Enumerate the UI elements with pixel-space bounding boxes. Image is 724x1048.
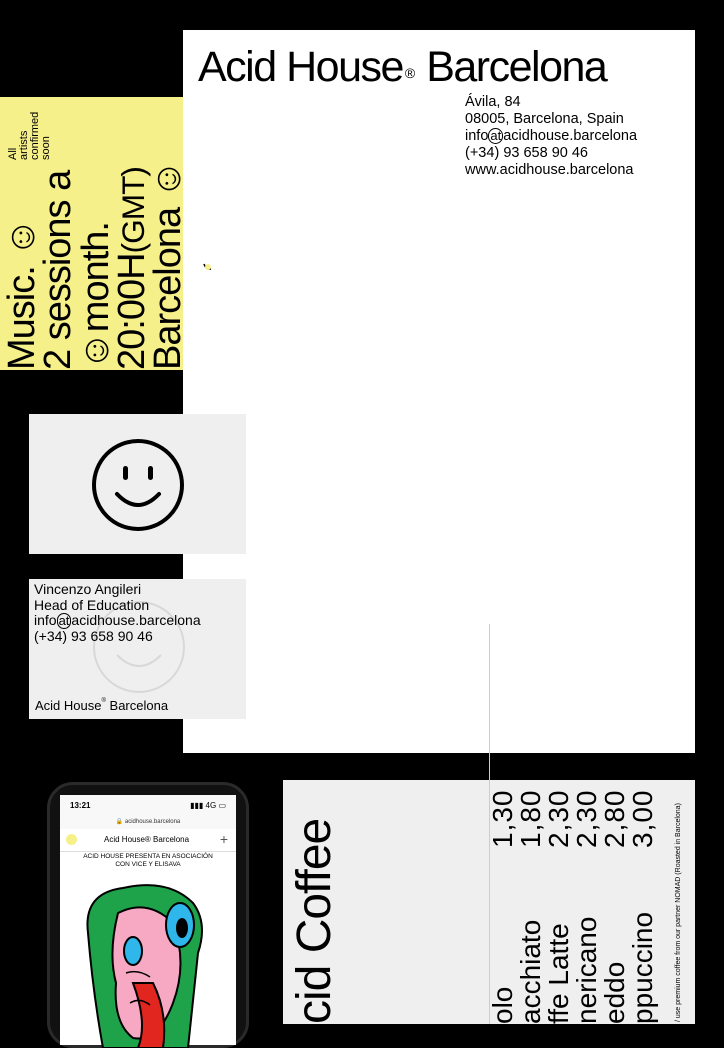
menu-title: cid Coffee (288, 818, 341, 1024)
menu-item-name: olo (487, 986, 518, 1024)
site-title[interactable]: Acid House® Barcelona (104, 835, 190, 844)
status-time: 13:21 (70, 801, 91, 810)
letterhead-address (465, 94, 637, 179)
address-line-2: 08005, Barcelona, Spain (465, 111, 624, 127)
website-link[interactable]: www.acidhouse.barcelona (465, 162, 634, 178)
menu-footnote: / use premium coffee from our partner NOMAD (Roasted in Barcelona) (675, 803, 682, 1022)
menu-item-name: ffe Latte (543, 923, 574, 1024)
event-line-sessions: 2 sessions a (37, 170, 79, 370)
event-line-time: 20:00H(GMT) (111, 167, 153, 370)
menu-item-price: 2,30 (571, 789, 602, 848)
coffee-menu (283, 780, 695, 1024)
status-bar (60, 795, 236, 815)
menu-item-price: 1,30 (487, 789, 518, 848)
phone-screen (60, 795, 236, 1045)
address-line-1: Ávila, 84 (465, 94, 521, 110)
at-symbol: at (490, 128, 502, 143)
signal-icon: ▮▮▮ (190, 801, 204, 810)
browser-url-bar[interactable]: 🔒 acidhouse.barcelona (60, 815, 236, 829)
brand-city: Barcelona (426, 43, 607, 91)
site-nav (60, 829, 236, 852)
smiley-icon: ☺ (75, 332, 117, 370)
menu-item-price: 1,80 (515, 789, 546, 848)
smiley-icon: ☺ (1, 218, 43, 257)
smiley-face-icon (91, 438, 185, 532)
menu-item-price: 2,30 (543, 789, 574, 848)
card-footer-brand: Acid House® Barcelona (35, 698, 169, 713)
smiley-icon: ☺ (147, 160, 189, 199)
contact-name: Vincenzo Angileri (34, 581, 142, 597)
event-line-city: Barcelona ☺ (147, 160, 189, 370)
menu-item-name: ppuccino (627, 911, 658, 1024)
phone-number[interactable]: (+34) 93 658 90 46 (465, 145, 588, 161)
letterhead-title (198, 42, 606, 92)
yellow-event-card (0, 97, 189, 370)
cartoon-illustration (78, 873, 218, 1048)
signal-indicator: ▮▮▮ 4G ▭ (190, 801, 226, 810)
contact-role: Head of Education (34, 596, 150, 613)
menu-item-price: 3,00 (627, 789, 658, 848)
menu-item-name: acchiato (515, 919, 546, 1024)
brand-name: Acid House (198, 43, 403, 91)
menu-plus-icon[interactable]: + (219, 831, 228, 847)
smiley-card (29, 414, 246, 554)
battery-icon: ▭ (218, 801, 226, 810)
promo-text: ACID HOUSE PRESENTA EN ASOCIACIÓN CON VICE Y ELISAVA (83, 853, 213, 868)
contact-phone[interactable]: (+34) 93 658 90 46 (34, 628, 153, 644)
event-line-month: ☺month. (75, 222, 117, 370)
business-card (29, 579, 246, 719)
registered-mark: ® (404, 65, 414, 81)
fold-mark-icon (203, 262, 212, 271)
contact-email[interactable]: info at acidhouse.barcelona (34, 612, 201, 628)
event-line-music: Music. ☺ (1, 218, 43, 370)
phone-mockup (47, 782, 249, 1048)
artists-note: All artists confirmed soon (7, 111, 52, 160)
site-logo-icon[interactable] (66, 834, 77, 845)
menu-item-price: 2,80 (599, 789, 630, 848)
menu-item-name: eddo (599, 961, 630, 1024)
contact-details (34, 582, 201, 645)
menu-item-name: nericano (571, 916, 602, 1024)
at-symbol: at (58, 613, 70, 628)
email-link[interactable]: info at acidhouse.barcelona (465, 128, 638, 144)
